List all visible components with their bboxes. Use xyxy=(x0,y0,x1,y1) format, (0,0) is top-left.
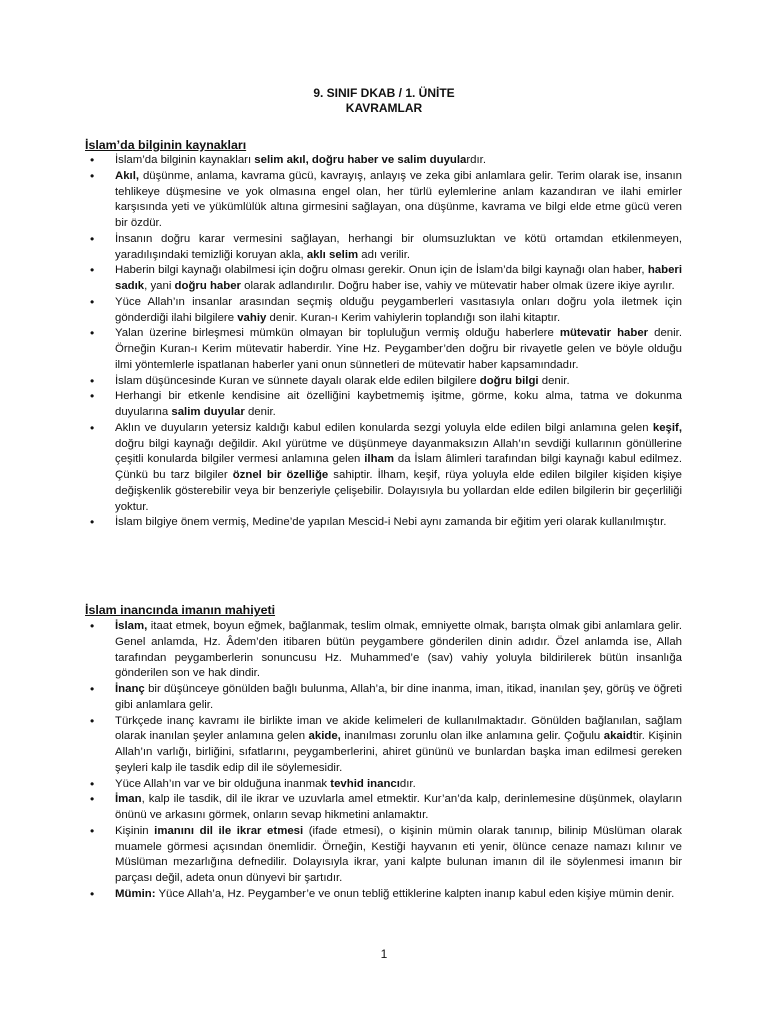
bold-term: aklı selim xyxy=(306,248,359,261)
text-segment: denir. Örneğin Kuran-ı Kerim mütevatir haberdir. Yine Hz. Peygamber’den doğru bir rivayetle gelen ve böyle olduğu ilmi yöntemlerle ispatlanan haberler yani onun sünnetleri de mütevatir haber kapsamındadır. xyxy=(115,327,682,371)
text-segment: Türkçede inanç kavramı ile birlikte iman ve akide kelimeleri de kullanılmaktadır. Gönülden bağlanılan, sağlam olarak inanılan şeyler anlamına gelen xyxy=(115,714,682,743)
bold-term: imanını dil ile ikrar etmesi xyxy=(154,824,304,837)
text-segment: İnsanın doğru karar vermesini sağlayan, herhangi bir olumsuzluktan ve kötü ortamdan etkilenmeyen, yaradılışındaki temizliği koruyan akla, xyxy=(115,232,682,261)
bold-term: Akıl, xyxy=(115,169,140,182)
bold-term: öznel bir özelliğe xyxy=(232,469,329,481)
bullet-item xyxy=(90,295,682,327)
bullet-item xyxy=(90,389,682,421)
bullet-item xyxy=(90,263,682,295)
text-segment: Yalan üzerine birleşmesi mümkün olmayan bir topluluğun vermiş olduğu haberlere xyxy=(115,327,560,340)
bullet-item xyxy=(90,682,682,714)
bold-term: akide, xyxy=(308,730,341,743)
bold-term: İnanç xyxy=(115,683,145,695)
text-segment: Yüce Allah’a, Hz. Peygamber’e ve onun tebliğ ettiklerine kalpten inanıp kabul eden kişiye mümin denir. xyxy=(155,887,675,900)
bullet-list-knowledge-sources xyxy=(90,153,682,531)
bullet-item xyxy=(90,887,682,903)
bold-term: tevhid inancı xyxy=(330,777,400,790)
text-segment: , kalp ile tasdik, dil ile ikrar ve uzuvlarla amel etmektir. Kur’an’da kalp, derinlemesine düşünmek, olayların önünü ve arkasını görmek, onların sevap hikmetini anlamaktır. xyxy=(115,793,682,821)
bullet-item xyxy=(90,326,682,373)
bullet-item xyxy=(90,824,682,887)
bold-term: selim akıl, doğru haber ve salim duyula xyxy=(254,154,467,166)
text-segment: bir düşünceye gönülden bağlı bulunma, Allah’a, bir dine inanma, iman, itikad, inanılan şey, görüş ve öğreti gibi anlamlara gelir. xyxy=(115,683,682,711)
bold-term: İman xyxy=(115,793,142,806)
section-heading-faith-nature: İslam inancında imanın mahiyeti xyxy=(85,603,276,617)
text-segment: Herhangi bir etkenle kendisine ait özelliğini kaybetmemiş işitme, görme, koku alma, tatma ve dokunma duyularına xyxy=(115,390,682,418)
bullet-item xyxy=(90,777,682,793)
text-segment: rdır. xyxy=(466,154,486,166)
text-segment: tir. Kişinin Allah’ın varlığı, birliğini, sıfatlarını, peygamberlerini, ahiret gününü ve bunlardan başka iman edilmesi gereken şeyleri kalp ile tasdik edip dil ile söylemesidir. xyxy=(115,730,682,774)
bold-term: doğru haber xyxy=(174,280,241,292)
document-subtitle: KAVRAMLAR xyxy=(345,101,423,115)
text-segment: olarak adlandırılır. Doğru haber ise, vahiy ve mütevatir haber olmak üzere ikiye ayrılır. xyxy=(240,280,675,292)
bold-term: İslam, xyxy=(115,620,148,632)
text-segment: da İslam âlimleri tarafından bilgi kaynağı kabul edilmez. Çünkü bu tarz bilgiler xyxy=(115,453,682,481)
text-segment: , yani xyxy=(144,280,175,292)
text-segment: denir. Kuran-ı Kerim vahiylerin toplandığı son ilahi kitaptır. xyxy=(266,311,561,324)
bullet-item xyxy=(90,619,682,682)
bullet-item xyxy=(90,232,682,264)
bold-term: akaid xyxy=(603,730,633,743)
text-segment: Yüce Allah’ın insanlar arasından seçmiş olduğu peygamberleri vasıtasıyla onları doğru yola iletmek için gönderdiği ilahi bilgilere xyxy=(115,295,682,324)
text-segment: (ifade etmesi), o kişinin mümin olarak tanınıp, bilinip Müslüman olarak muamele görmesi açısından önemlidir. Örneğin, Kestiği hayvanın eti yenir, ölünce cenaze namazı kılınır ve Müslüman mezarlığına defnedilir. Dolayısıyla ikrar, yani kalpte bulunan imanın dil ile söylenmesi imanın bir parçası değil, adeta onun dünyevi bir şartıdır. xyxy=(115,824,682,884)
text-segment: itaat etmek, boyun eğmek, bağlanmak, teslim olmak, emniyette olmak, barışta olmak gibi anlamlara gelir. Genel anlamda, Hz. Âdem’den itibaren bütün peygambere gönderilen dinin adıdır. Özel anlamda ise, Allah tarafından peygamberlerin sonuncusu Hz. Muhammed’e (sav) vahiy yoluyla bildirilerek bütün insanlığa gönderilen son ve hak dindir. xyxy=(115,620,682,680)
bullet-item xyxy=(90,714,682,777)
bullet-item xyxy=(90,515,682,531)
bullet-item xyxy=(90,153,682,169)
bold-term: vahiy xyxy=(237,311,267,324)
text-segment: dır. xyxy=(399,777,416,790)
text-segment: denir. xyxy=(244,406,276,418)
text-segment: Haberin bilgi kaynağı olabilmesi için doğru olması gerekir. Onun için de İslam’da bilgi kaynağı olan haber, xyxy=(115,264,648,277)
text-segment: doğru bilgi kaynağı değildir. Akıl yürütme ve düşünmeye dayanmaksızın Allah’ın sevdiği kullarının gönüllerine çeşitli konularda bilgiler vermesi anlamına gelen xyxy=(115,437,682,466)
text-segment: Aklın ve duyuların yetersiz kaldığı kabul edilen konularda sezgi yoluyla elde edilen bilgi anlamına gelen xyxy=(115,421,653,434)
text-segment: Yüce Allah’ın var ve bir olduğuna inanmak xyxy=(115,777,331,790)
text-segment: düşünme, anlama, kavrama gücü, kavrayış, anlayış ve zeka gibi anlamlara gelir. Terim olarak ise, insanın tehlikeye düşmesine ve yok olmasına engel olan, her türlü eylemlerine anlam kazandıran ve ilahi emirler karşısında yeti ve yükümlülük altına girmesini sağlayan, ona düşünme, kavrama ve bilgi elde etme gücü veren bir özdür. xyxy=(115,169,682,229)
bullet-item xyxy=(90,374,682,390)
document-title: 9. SINIF DKAB / 1. ÜNİTE xyxy=(313,86,455,100)
bullet-item xyxy=(90,169,682,232)
text-segment: İslam’da bilginin kaynakları xyxy=(115,154,255,166)
text-segment: İslam bilgiye önem vermiş, Medine’de yapılan Mescid-i Nebi aynı zamanda bir eğitim yeri olarak kullanılmıştır. xyxy=(115,516,667,529)
bold-term: ilham xyxy=(364,453,394,466)
document-title-block xyxy=(0,86,768,116)
text-segment: sahiptir. İlham, keşif, rüya yoluyla elde edilen bilgiler kişiden kişiye değişkenlik gösterebilir veya bir benzeriyle çelişebilir. Dolayısıyla bu yollardan elde edilen bilgilerin bir geçerliliği yoktur. xyxy=(115,469,682,513)
page-number: 1 xyxy=(380,947,388,961)
bold-term: salim duyular xyxy=(171,406,245,418)
text-segment: İslam düşüncesinde Kuran ve sünnete dayalı olarak elde edilen bilgilere xyxy=(115,374,480,387)
bold-term: haberi sadık xyxy=(115,264,682,292)
text-segment: adı verilir. xyxy=(358,248,411,261)
bold-term: Mümin: xyxy=(115,887,156,900)
bold-term: keşif, xyxy=(652,421,682,434)
text-segment: Kişinin xyxy=(115,824,155,837)
bullet-item xyxy=(90,792,682,824)
bullet-item xyxy=(90,421,682,516)
bullet-list-faith-nature xyxy=(90,619,682,903)
text-segment: denir. xyxy=(538,374,570,387)
text-segment: inanılması zorunlu olan ilke anlamına gelir. Çoğulu xyxy=(340,730,604,743)
bold-term: doğru bilgi xyxy=(479,374,539,387)
section-heading-knowledge-sources: İslam’da bilginin kaynakları xyxy=(85,138,247,152)
bold-term: mütevatir haber xyxy=(559,327,649,340)
